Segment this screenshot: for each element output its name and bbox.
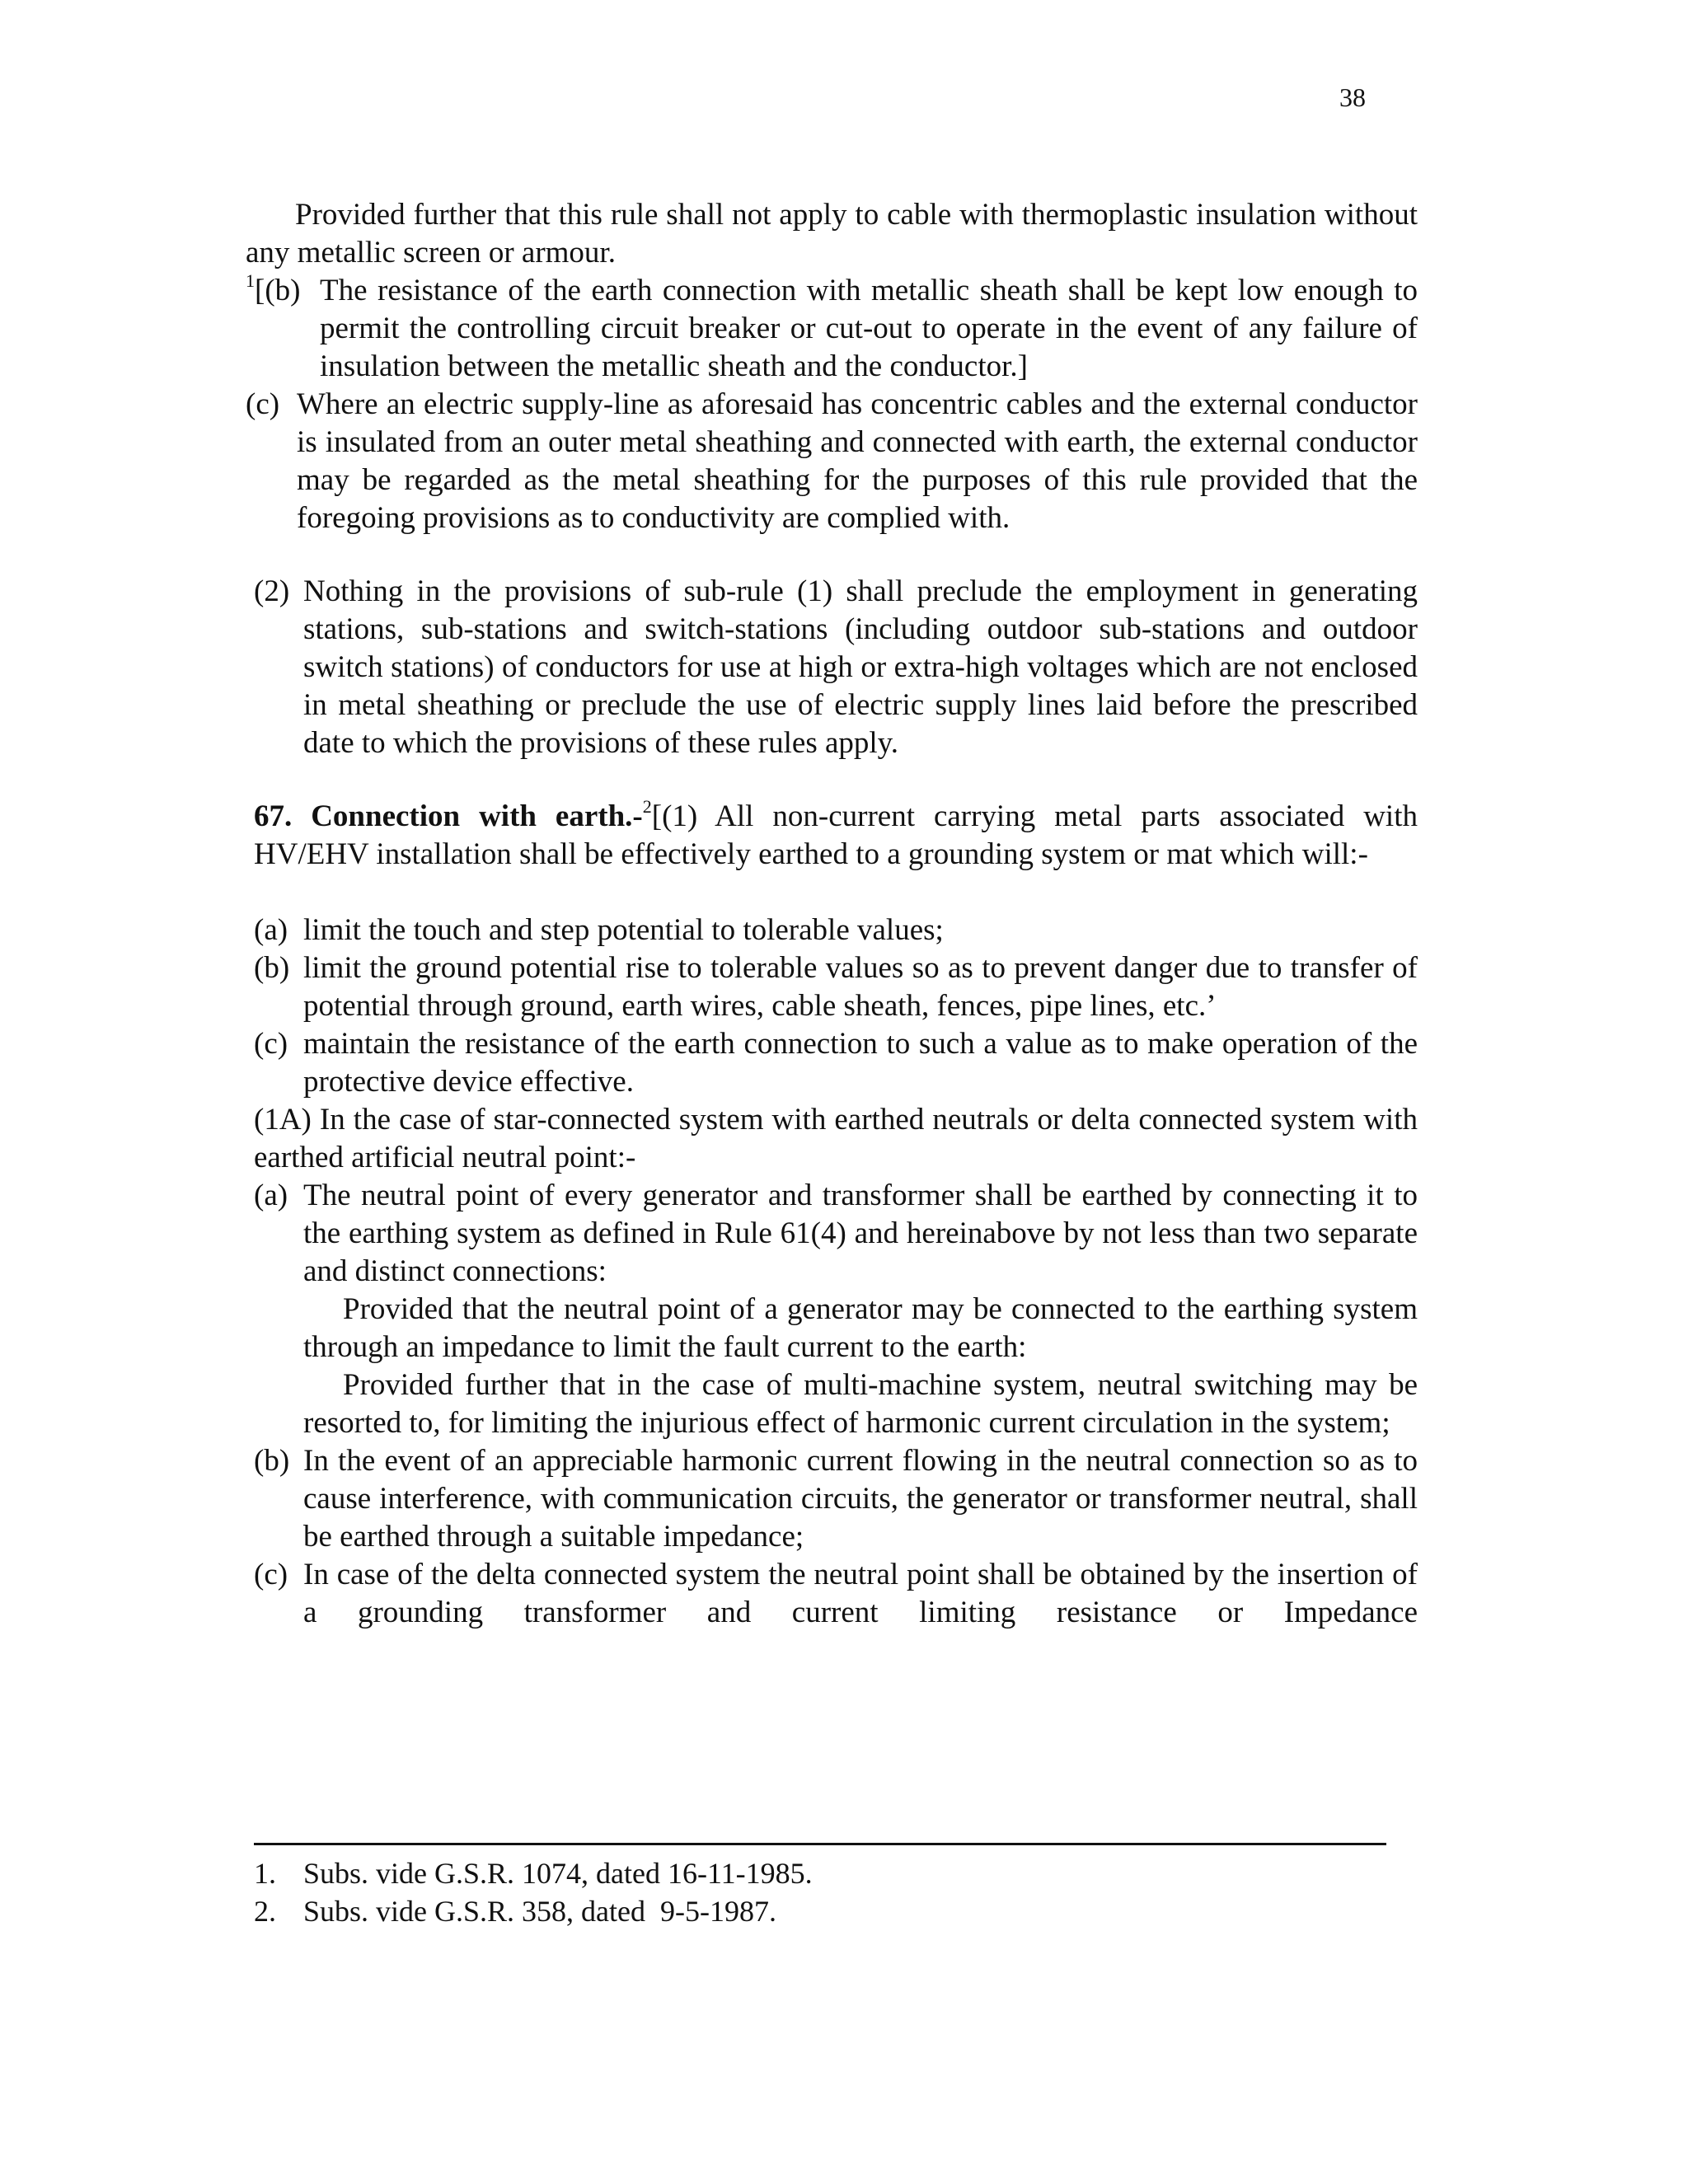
subrule-2-marker: (2) bbox=[254, 574, 290, 608]
list-marker: (a) bbox=[254, 913, 288, 947]
footnotes bbox=[254, 1854, 1408, 1930]
list-item bbox=[254, 1442, 1418, 1556]
clause-b-body: The resistance of the earth connection with metallic sheath shall be kept low enough to permit the controlling circuit breaker or cut-out to operate in the event of any failure of insulation between the metallic sheath and the conductor.] bbox=[320, 274, 1418, 383]
clause-c-text: Where an electric supply-line as aforesaid has concentric cables and the external conductor is insulated from an outer metal sheathing and connected with earth, the external conductor may be regarded as the metal sheathing for the purposes of this rule provided that the foregoing provisions as to conductivity are complied with. bbox=[297, 387, 1418, 535]
list-marker: (b) bbox=[254, 951, 290, 985]
rule-67-intro-text: [(1) All non-current carrying metal parts associated with HV/EHV installation shall be effectively earthed to a grounding system or mat which will:- bbox=[254, 799, 1418, 871]
list-marker: (a) bbox=[254, 1179, 288, 1212]
list-text: In case of the delta connected system the neutral point shall be obtained by the insertion of a grounding transformer and current limiting resistance or Impedance bbox=[303, 1558, 1418, 1629]
footnote-marker: 1. bbox=[254, 1857, 276, 1890]
list-text: maintain the resistance of the earth connection to such a value as to make operation of the protective device effective. bbox=[303, 1027, 1418, 1099]
clause-c-marker: (c) bbox=[246, 387, 280, 421]
section-sheathing-provisions bbox=[246, 196, 1418, 537]
clause-b-marker bbox=[246, 272, 300, 310]
subrule-2 bbox=[254, 573, 1418, 762]
list-marker: (c) bbox=[254, 1558, 288, 1591]
rule-67-intro bbox=[254, 798, 1418, 874]
footnote-marker: 2. bbox=[254, 1895, 276, 1928]
proviso-paragraph: Provided further that this rule shall not apply to cable with thermoplastic insulation without any metallic screen or armour. bbox=[246, 198, 1418, 269]
list-item bbox=[254, 1556, 1418, 1632]
list-marker: (b) bbox=[254, 1444, 290, 1478]
list-item bbox=[254, 912, 1418, 949]
list-text: limit the ground potential rise to tolerable values so as to prevent danger due to transfer of potential through ground, earth wires, cable sheath, fences, pipe lines, etc.’ bbox=[303, 951, 1418, 1023]
footnote-text: Subs. vide G.S.R. 1074, dated 16-11-1985. bbox=[303, 1857, 813, 1890]
list-text: The neutral point of every generator and transformer shall be earthed by connecting it to the earthing system as defined in Rule 61(4) and hereinabove by not less than two separate and distinct connections: bbox=[303, 1179, 1418, 1288]
footnote-ref-2: 2 bbox=[642, 796, 652, 817]
subrule-2-item bbox=[254, 573, 1418, 762]
list-text: limit the touch and step potential to tolerable values; bbox=[303, 913, 944, 947]
subrule-2-text: Nothing in the provisions of sub-rule (1) shall preclude the employment in generating stations, sub-stations and switch-stations (including outdoor sub-stations and outdoor switch stations) of conductors for use at high or extra-high voltages which are not enclosed in metal sheathing or preclude the use of electric supply lines laid before the prescribed date to which the provisions of these rules apply. bbox=[303, 574, 1418, 760]
list-text: In the event of an appreciable harmonic current flowing in the neutral connection so as to cause interference, with communication circuits, the generator or transformer neutral, shall be earthed through a suitable impedance; bbox=[303, 1444, 1418, 1554]
footnote-1 bbox=[254, 1854, 1408, 1892]
proviso-a1: Provided that the neutral point of a generator may be connected to the earthing system through an impedance to limit the fault current to the earth: bbox=[303, 1292, 1418, 1364]
proviso-a2: Provided further that in the case of multi-machine system, neutral switching may be resorted to, for limiting the injurious effect of harmonic current circulation in the system; bbox=[303, 1368, 1418, 1440]
clause-b-label: [(b) bbox=[255, 274, 301, 307]
list-marker: (c) bbox=[254, 1027, 288, 1061]
footnote-separator bbox=[254, 1843, 1386, 1845]
subrule-1a: (1A) In the case of star-connected system with earthed neutrals or delta connected system with earthed artificial neutral point:- bbox=[254, 1103, 1418, 1174]
clause-c bbox=[246, 386, 1418, 537]
rule-67 bbox=[254, 798, 1418, 1632]
footnote-2 bbox=[254, 1892, 1408, 1930]
rule-67-heading: 67. Connection with earth.- bbox=[254, 799, 643, 833]
footnote-text: Subs. vide G.S.R. 358, dated 9-5-1987. bbox=[303, 1895, 776, 1928]
page-number: 38 bbox=[1339, 82, 1366, 112]
clause-b bbox=[246, 272, 1418, 386]
list-item bbox=[254, 1177, 1418, 1442]
clause-b-text bbox=[320, 272, 1418, 386]
footnote-ref-1: 1 bbox=[246, 270, 255, 291]
list-item bbox=[254, 1025, 1418, 1101]
list-item bbox=[254, 949, 1418, 1025]
